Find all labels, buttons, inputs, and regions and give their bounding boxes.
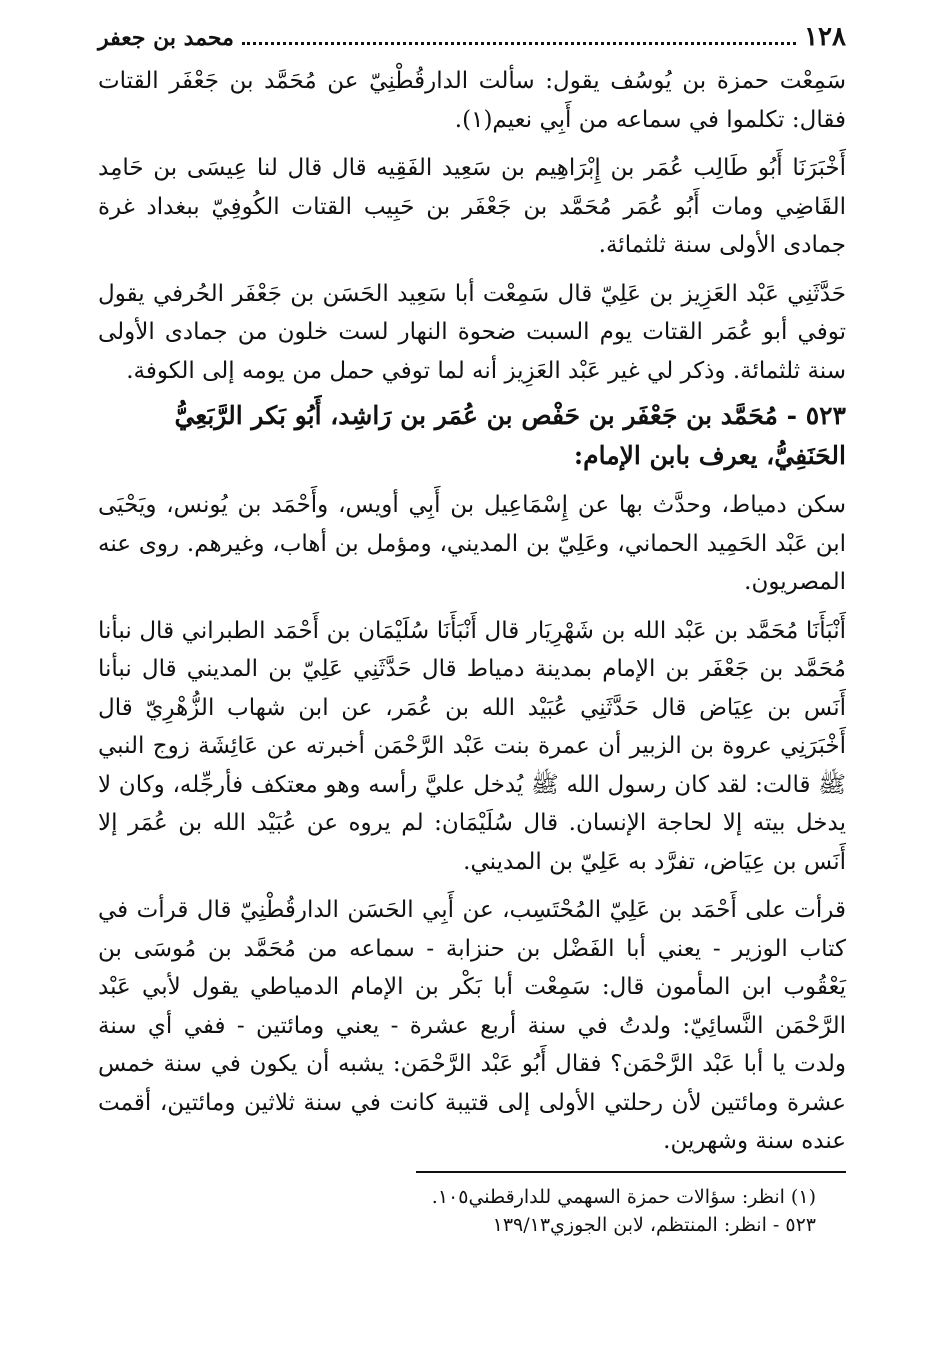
- entry-heading: ٥٢٣ - مُحَمَّد بن جَعْفَر بن حَفْص بن عُمَر بن رَاشِد، أَبُو بَكر الرَّبَعِيُّ الحَنَفِيُّ، يعرف بابن الإمام:: [174, 401, 846, 470]
- entry-paragraph-3: قرأت على أَحْمَد بن عَلِيّ المُحْتَسِب، عن أَبِي الحَسَن الدارقُطْنِيّ قال قرأت في كتاب الوزير - يعني أبا الفَضْل بن حنزابة - سماعه من مُحَمَّد بن مُوسَى بن يَعْقُوب ابن المأمون قال: سَمِعْت أبا بَكْر بن الإمام الدمياطي يقول لأبي عَبْد الرَّحْمَن النَّسائِيّ: ولدتُ في سنة أربع عشرة - يعني ومائتين - ففي أي سنة ولدت يا أبا عَبْد الرَّحْمَن؟ فقال أَبُو عَبْد الرَّحْمَن: يشبه أن يكون في سنة خمس عشرة ومائتين لأن رحلتي الأولى إلى قتيبة كانت في سنة ثلاثين ومائتين، أقمت عنده سنة وشهرين.: [98, 897, 846, 1154]
- book-page: [98, 22, 846, 1239]
- paragraph-2: أَخْبَرَنَا أَبُو طَالِب عُمَر بن إِبْرَاهِيم بن سَعِيد الفَقِيه قال قال لنا عِيسَى بن حَامِد القَاضِي ومات أَبُو عُمَر مُحَمَّد بن جَعْفَر بن حَبِيب القتات الكُوفِيّ ببغداد غرة جمادى الأولى سنة ثلثمائة.: [98, 155, 846, 258]
- entry-paragraph-1: سكن دمياط، وحدَّث بها عن إِسْمَاعِيل بن أَبِي أويس، وأَحْمَد بن يُونس، ويَحْيَى ابن عَبْد الحَمِيد الحماني، وعَلِيّ بن المديني، ومؤمل بن أهاب، وغيرهم. روى عنه المصريون.: [98, 492, 846, 595]
- paragraph-1: سَمِعْت حمزة بن يُوسُف يقول: سألت الدارقُطْنِيّ عن مُحَمَّد بن جَعْفَر القتات فقال: تكلموا في سماعه من أَبِي نعيم(١).: [98, 68, 846, 133]
- footnote-separator: [416, 1171, 846, 1173]
- running-title: محمد بن جعفر: [98, 25, 234, 51]
- entry-paragraph-2: أَنْبَأَنَا مُحَمَّد بن عَبْد الله بن شَهْرِيَار قال أَنْبَأَنَا سُلَيْمَان بن أَحْمَد الطبراني قال نبأنا مُحَمَّد بن جَعْفَر بن الإمام بمدينة دمياط قال حَدَّثَنِي عَلِيّ بن المديني قال نبأنا أَنَس بن عِيَاض قال حَدَّثَنِي عُبَيْد الله بن عُمَر، عن ابن شهاب الزُّهْرِيّ قال أَخْبَرَنِي عروة بن الزبير أن عمرة بنت عَبْد الرَّحْمَن أخبرته عن عَائِشَة زوج النبي ﷺ قالت: لقد كان رسول الله ﷺ يُدخل عليَّ رأسه وهو معتكف فأرجِّله، وكان لا يدخل بيته إلا لحاجة الإنسان. قال سُلَيْمَان: لم يروه عن عُبَيْد الله بن عُمَر إلا أَنَس بن عِيَاض، تفرَّد به عَلِيّ بن المديني.: [98, 617, 846, 875]
- header-dotted-leader: [242, 28, 796, 45]
- footnote-1: (١) انظر: سؤالات حمزة السهمي للدارقطني١٠٥.: [431, 1185, 816, 1208]
- page-header: [98, 22, 846, 62]
- paragraph-3: حَدَّثَنِي عَبْد العَزِيز بن عَلِيّ قال سَمِعْت أبا سَعِيد الحَسَن بن جَعْفَر الحُرفي يقول توفي أبو عُمَر القتات يوم السبت ضحوة النهار لست خلون من جمادى الأولى سنة ثلثمائة. وذكر لي غير عَبْد العَزِيز أنه لما توفي حمل من يومه إلى الكوفة.: [98, 280, 846, 384]
- footnote-2: ٥٢٣ - انظر: المنتظم، لابن الجوزي١٣٩/١٣: [492, 1213, 816, 1236]
- footnotes: [98, 1171, 846, 1239]
- page-number: ١٢٨: [804, 22, 846, 52]
